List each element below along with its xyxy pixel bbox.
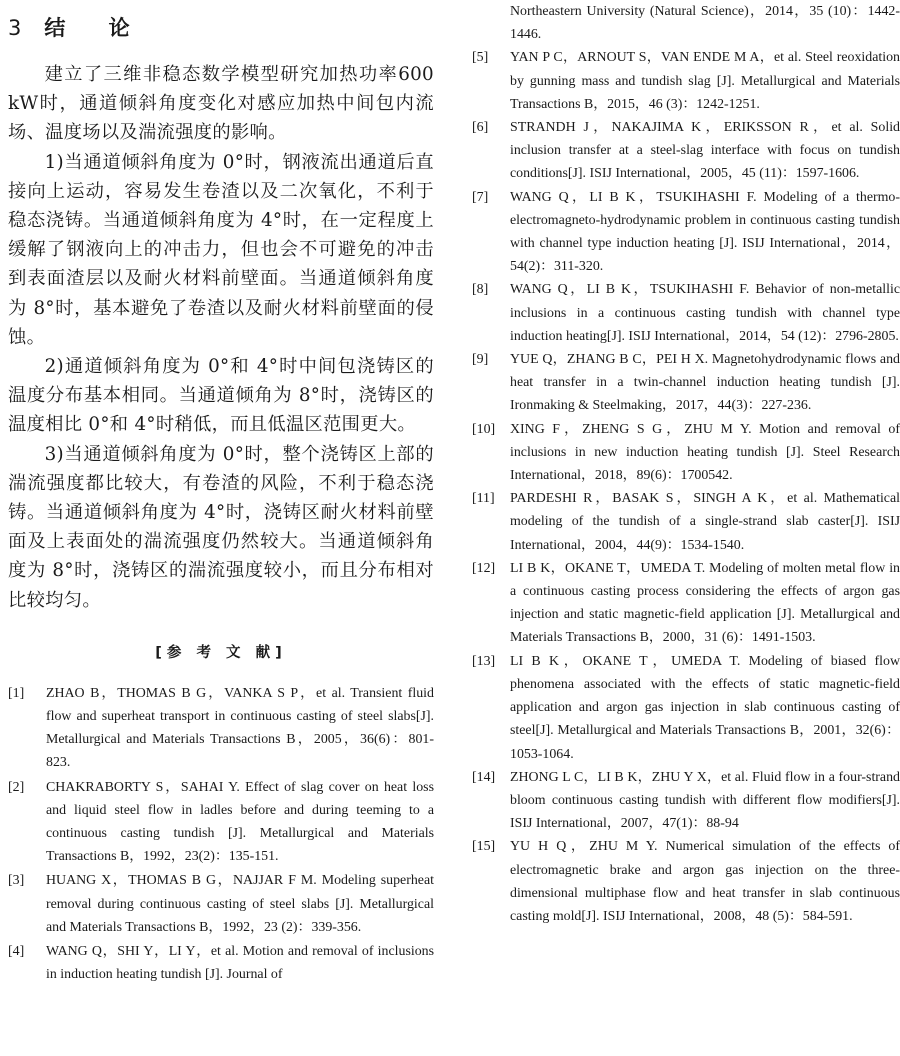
reference-number: [9] xyxy=(472,352,489,368)
reference-item xyxy=(472,487,900,557)
reference-number: [2] xyxy=(8,779,25,795)
reference-item xyxy=(472,650,900,766)
reference-number: [8] xyxy=(472,282,489,298)
reference-number: [1] xyxy=(8,685,25,701)
right-column xyxy=(472,0,900,928)
reference-text: Northeastern University (Natural Science)，2014，35 (10)：1442-1446. xyxy=(510,4,900,43)
reference-item xyxy=(472,766,900,836)
reference-number: [11] xyxy=(472,491,495,507)
conclusion-point-1: 1)当通道倾斜角度为 0°时，钢液流出通道后直接向上运动，容易发生卷渣以及二次氧化，不利于稳态浇铸。当通道倾斜角度为 4°时，在一定程度上缓解了钢液向上的冲击力，但也会不可避免的冲击到表面渣层以及耐火材料前壁面。当通道倾斜角度为 8°时，基本避免了卷渣以及耐火材料前壁面的侵蚀。 xyxy=(8,151,434,348)
reference-text: CHAKRABORTY S，SAHAI Y. Effect of slag cover on heat loss and liquid steel flow in ladles before and during teeming to a continuous casting tundish [J]. Metallurgical and Materials Transactions B，1992，23(2)：135-151. xyxy=(46,779,434,865)
reference-text: YUE Q，ZHANG B C，PEI H X. Magnetohydrodynamic flows and heat transfer in a twin-channel induction heating tundish [J]. Ironmaking & Steelmaking，2017，44(3)：227-236. xyxy=(510,352,900,414)
reference-number: [3] xyxy=(8,873,25,889)
reference-text: ZHAO B，THOMAS B G，VANKA S P，et al. Transient fluid flow and superheat transport in continuous casting of steel slabs[J]. Metallurgical and Materials Transactions B，2005，36(6)：801-823. xyxy=(46,685,434,771)
reference-text: WANG Q，LI B K，TSUKIHASHI F. Behavior of non-metallic inclusions in a continuous casting tundish with channel type induction heating[J]. ISIJ International，2014，54 (12)：2796-2805. xyxy=(510,282,900,344)
section-heading xyxy=(8,12,434,42)
reference-text: ZHONG L C，LI B K，ZHU Y X，et al. Fluid flow in a four-strand bloom continuous casting tundish with different flow modifiers[J]. ISIJ International，2007，47(1)：88-94 xyxy=(510,769,900,832)
conclusion-point-2: 2)通道倾斜角度为 0°和 4°时中间包浇铸区的温度分布基本相同。当通道倾角为 8°时，浇铸区的温度相比 0°和 4°时稍低，而且低温区范围更大。 xyxy=(8,356,434,436)
reference-number: [6] xyxy=(472,120,489,136)
reference-item xyxy=(472,557,900,650)
reference-item xyxy=(8,682,434,775)
reference-item xyxy=(472,418,900,488)
reference-number: [12] xyxy=(472,560,496,576)
reference-text: PARDESHI R，BASAK S，SINGH A K，et al. Mathematical modeling of the tundish of a single-strand slab caster[J]. ISIJ International，2004，44(9)：1534-1540. xyxy=(510,491,900,553)
reference-item xyxy=(472,116,900,186)
section-title: 结 论 xyxy=(44,16,148,40)
reference-number: [14] xyxy=(472,769,496,785)
reference-number: [15] xyxy=(472,839,496,855)
reference-text: YAN P C，ARNOUT S，VAN ENDE M A，et al. Steel reoxidation by gunning mass and tundish slag [J]. Metallurgical and Materials Transactions B，2015，46 (3)：1242-1251. xyxy=(510,50,900,112)
reference-item xyxy=(472,278,900,348)
reference-item xyxy=(8,776,434,869)
references-list-left xyxy=(8,682,434,987)
reference-item xyxy=(472,835,900,928)
reference-text: XING F，ZHENG S G，ZHU M Y. Motion and removal of inclusions in new induction heating tundish [J]. Steel Research International，2018，89(6)：1700542. xyxy=(510,421,900,484)
reference-text: HUANG X，THOMAS B G，NAJJAR F M. Modeling superheat removal during continuous casting of steel slabs [J]. Metallurgical and Materials Transactions B，1992，23 (2)：339-356. xyxy=(46,873,434,935)
reference-item xyxy=(472,348,900,418)
reference-number: [7] xyxy=(472,189,489,205)
conclusion-intro: 建立了三维非稳态数学模型研究加热功率600 kW时，通道倾斜角度变化对感应加热中间包内流场、温度场以及湍流强度的影响。 xyxy=(8,64,434,144)
section-number: 3 xyxy=(8,16,23,40)
reference-item xyxy=(8,869,434,939)
reference-number: [13] xyxy=(472,653,496,669)
reference-text: YU H Q，ZHU M Y. Numerical simulation of the effects of electromagnetic brake and argon gas injection on the three-dimensional multiphase flow and heat transfer in slab continuous casting mold[J]. ISIJ International，2008，48 (5)：584-591. xyxy=(510,839,900,924)
reference-item xyxy=(472,46,900,116)
reference-item xyxy=(472,186,900,279)
reference-text: WANG Q，LI B K，TSUKIHASHI F. Modeling of a thermo-electromagneto-hydrodynamic problem in continuous casting tundish with channel type induction heating [J]. ISIJ International，2014，54(2)：311-320. xyxy=(510,189,900,275)
reference-text: WANG Q，SHI Y，LI Y，et al. Motion and removal of inclusions in induction heating tundish [J]. Journal of xyxy=(46,944,434,983)
reference-continuation xyxy=(472,0,900,46)
reference-text: LI B K，OKANE T，UMEDA T. Modeling of biased flow phenomena associated with the effects of static magnetic-field application and argon gas injection in slab continuous casting of steel[J]. Metallurgical and Materials Transactions B，2001，32(6)：1053-1064. xyxy=(510,653,900,762)
reference-text: LI B K，OKANE T，UMEDA T. Modeling of molten metal flow in a continuous casting process considering the effects of argon gas injection and static magnetic-field application [J]. Metallurgical and Materials Transactions B，2000，31 (6)：1491-1503. xyxy=(510,560,900,646)
left-column xyxy=(8,12,434,988)
reference-item xyxy=(8,940,434,986)
reference-text: STRANDH J，NAKAJIMA K，ERIKSSON R，et al. Solid inclusion transfer at a steel-slag interface with focus on tundish conditions[J]. ISIJ International，2005，45 (11)：1597-1606. xyxy=(510,120,900,182)
reference-number: [4] xyxy=(8,944,25,960)
reference-number: [10] xyxy=(472,421,496,437)
references-heading: [参 考 文 献] xyxy=(155,644,287,661)
conclusion-point-3: 3)当通道倾斜角度为 0°时，整个浇铸区上部的湍流强度都比较大，有卷渣的风险，不利于稳态浇铸。当通道倾斜角度为 4°时，浇铸区耐火材料前壁面及上表面处的湍流强度仍然较大。当通道倾斜角度为 8°时，浇铸区的湍流强度较小，而且分布相对比较均匀。 xyxy=(8,443,434,611)
reference-number: [5] xyxy=(472,50,489,66)
